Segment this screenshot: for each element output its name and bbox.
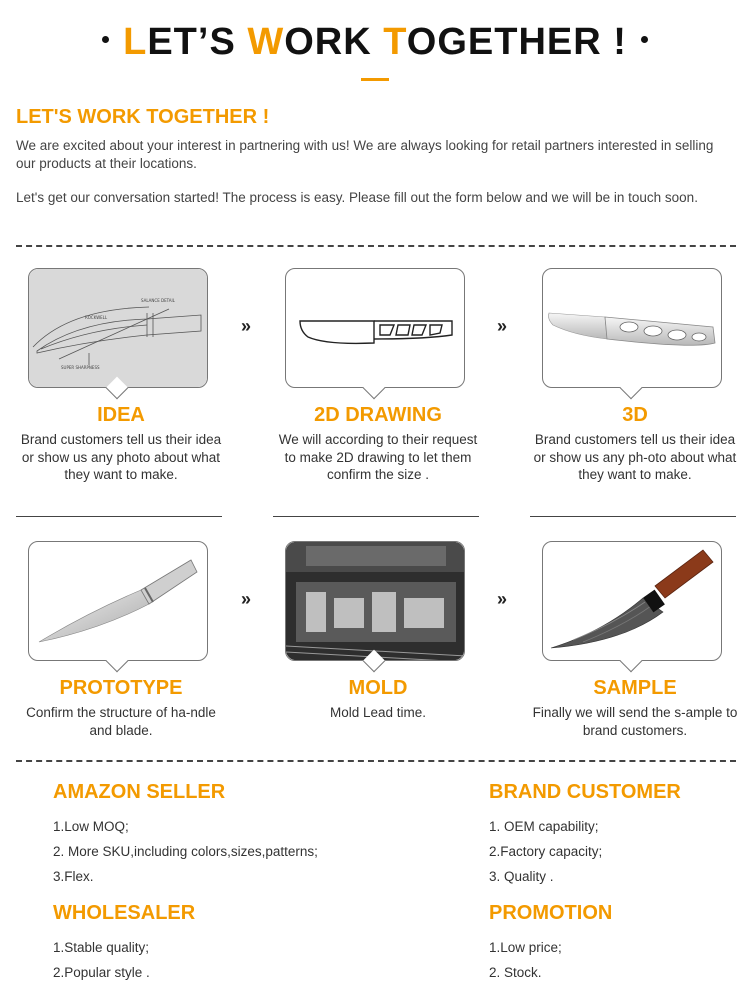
banner-underline <box>361 78 389 81</box>
banner-text-3: OGETHER ! <box>406 21 627 63</box>
step-underline <box>16 516 222 517</box>
step-title: IDEA <box>97 404 145 426</box>
step-description: Brand customers tell us their idea or show us any ph-oto about what they want to make. <box>533 432 737 482</box>
step-title: 2D DRAWING <box>314 404 442 426</box>
list-item: 1. OEM capability; <box>489 819 599 834</box>
sample-image-frame <box>542 541 722 661</box>
knife-outline-icon <box>286 269 464 387</box>
bullet-dot <box>641 36 648 43</box>
step-title: PROTOTYPE <box>59 677 183 699</box>
category-wholesaler <box>53 902 195 985</box>
dashed-divider <box>16 760 736 762</box>
mold-image-frame <box>285 541 465 661</box>
intro-paragraph-2: Let's get our conversation started! The process is easy. Please fill out the form below and we will be in touch soon. <box>16 190 698 205</box>
bullet-dot <box>102 36 109 43</box>
knife-3d-icon <box>543 269 721 387</box>
step-title: 3D <box>622 404 648 426</box>
list-item: 2.Popular style . <box>53 965 150 980</box>
step-description: We will according to their request to make 2D drawing to let them confirm the size . <box>278 432 478 482</box>
sketch-label: SUPER SHARPNESS <box>61 365 100 370</box>
step-description: Finally we will send the s-ample to brand customers. <box>532 705 738 738</box>
step-description: Brand customers tell us their idea or show us any photo about what they want to make. <box>20 432 222 482</box>
banner-letter-l: L <box>123 21 148 63</box>
damascus-knife-icon <box>543 542 721 660</box>
category-amazon-seller <box>53 781 318 889</box>
list-item: 3.Flex. <box>53 869 94 884</box>
chevron-right-icon: » <box>241 316 252 336</box>
step-description: Confirm the structure of ha-ndle and blade. <box>26 705 216 738</box>
mold-machine-icon <box>286 542 464 660</box>
3d-image-frame <box>542 268 722 388</box>
list-item: 1.Low MOQ; <box>53 819 129 834</box>
chevron-right-icon: » <box>497 589 508 609</box>
sketch-label: SALANCE DETAIL <box>141 298 175 303</box>
banner-text-2: ORK <box>284 21 384 63</box>
page-banner <box>0 18 750 66</box>
intro-paragraph-1: We are excited about your interest in partnering with us! We are always looking for retail partners interested in selling our products at their locations. <box>16 138 714 171</box>
knife-sketch-icon <box>29 269 207 387</box>
category-title: BRAND CUSTOMER <box>489 781 681 803</box>
chevron-right-icon: » <box>241 589 252 609</box>
banner-letter-w: W <box>247 21 285 63</box>
prototype-image-frame <box>28 541 208 661</box>
list-item: 2. More SKU,including colors,sizes,patterns; <box>53 844 318 859</box>
list-item: 2.Factory capacity; <box>489 844 603 859</box>
category-title: PROMOTION <box>489 902 613 924</box>
dashed-divider <box>16 245 736 247</box>
intro-title: LET'S WORK TOGETHER ! <box>16 106 270 128</box>
step-title: MOLD <box>348 677 408 699</box>
list-item: 3. Quality . <box>489 869 554 884</box>
banner-letter-t: T <box>383 21 407 63</box>
list-item: 1.Low price; <box>489 940 562 955</box>
banner-text-1: ET’S <box>147 21 248 63</box>
category-brand-customer <box>489 781 681 889</box>
step-title: SAMPLE <box>593 677 677 699</box>
sketch-label: ROCKWELL <box>85 315 108 320</box>
category-title: WHOLESALER <box>53 902 196 924</box>
list-item: 1.Stable quality; <box>53 940 150 955</box>
step-underline <box>273 516 479 517</box>
list-item: 2. Stock. <box>489 965 542 980</box>
drawing-image-frame <box>285 268 465 388</box>
chevron-right-icon: » <box>497 316 508 336</box>
step-description: Mold Lead time. <box>329 705 427 720</box>
intro-section <box>16 106 736 207</box>
step-underline <box>530 516 736 517</box>
category-promotion <box>489 902 612 985</box>
idea-image-frame <box>28 268 208 388</box>
chef-knife-icon <box>29 542 207 660</box>
category-title: AMAZON SELLER <box>53 781 226 803</box>
